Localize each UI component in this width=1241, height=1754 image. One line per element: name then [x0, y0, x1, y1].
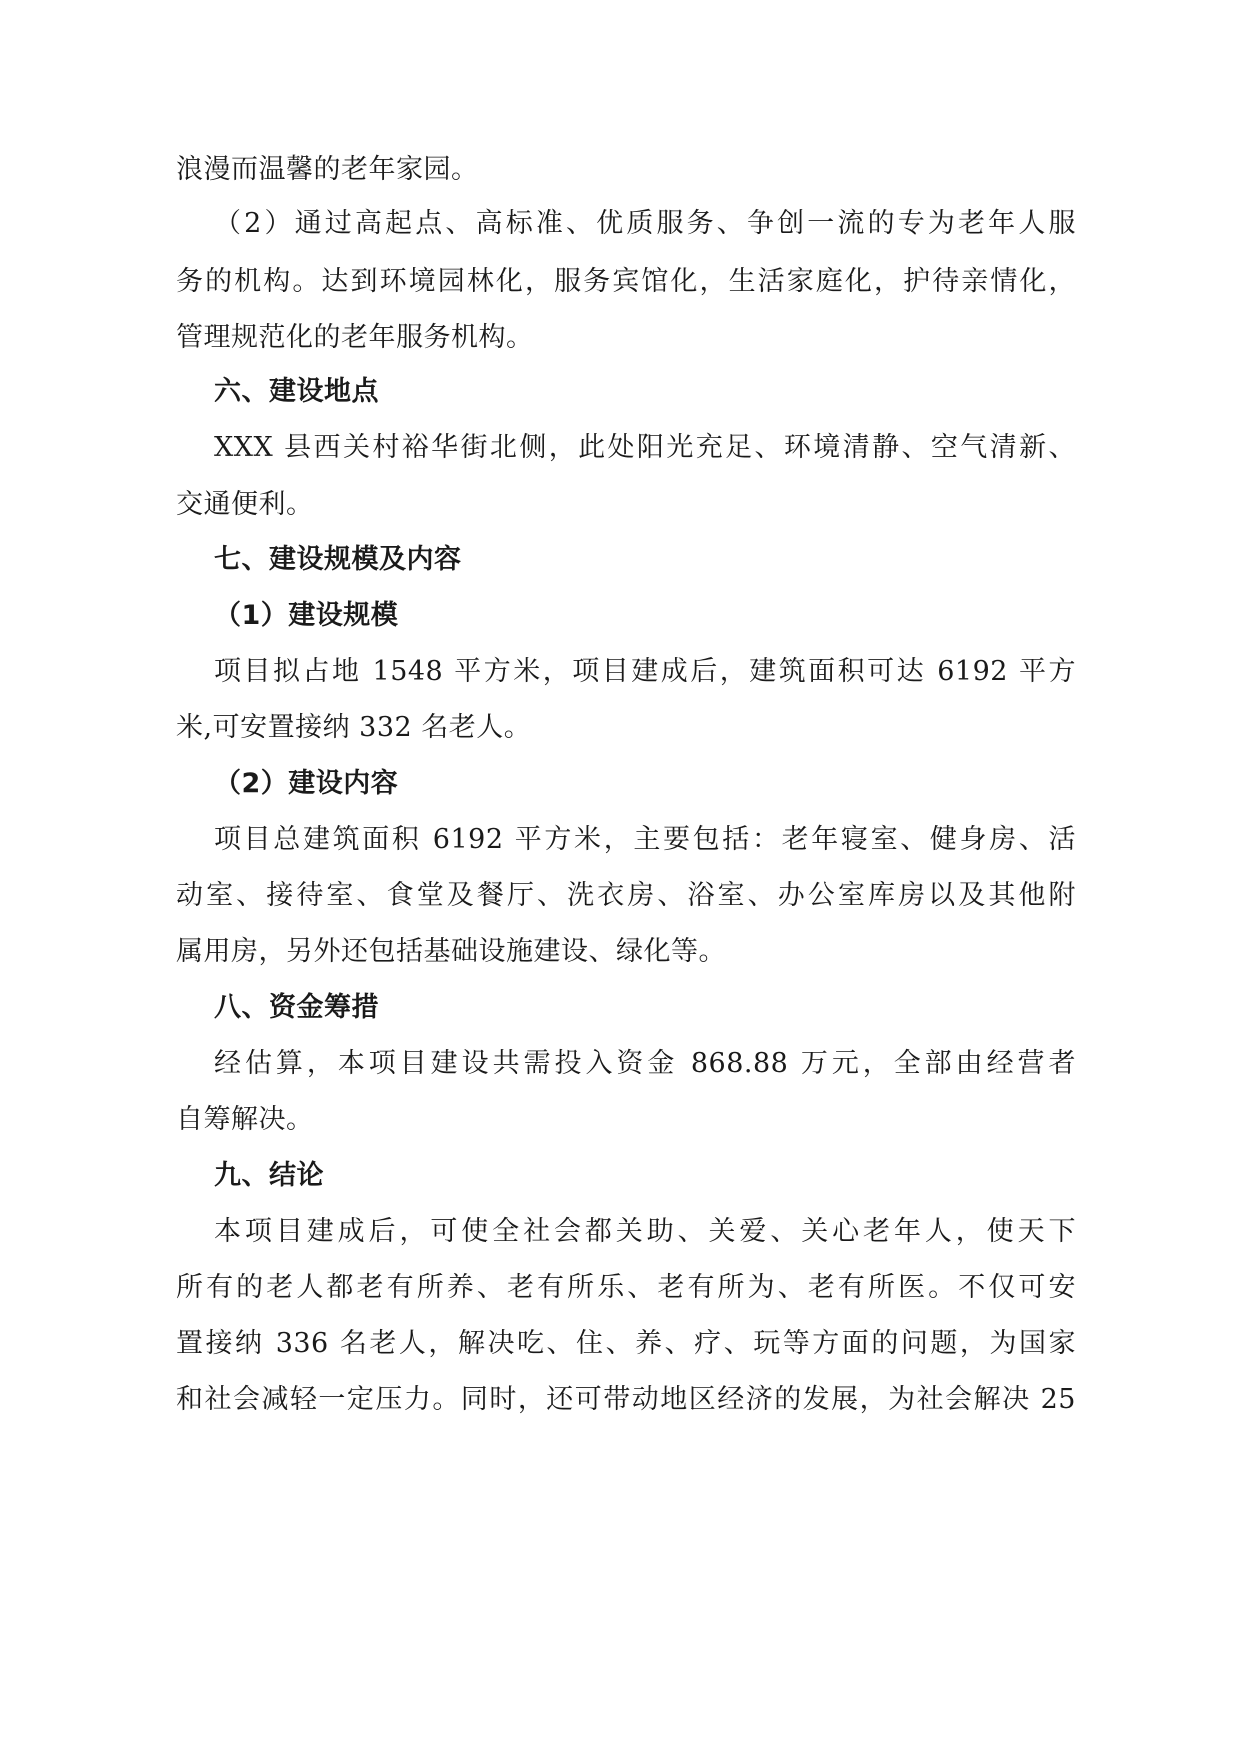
- section-heading: 七、建设规模及内容: [214, 544, 462, 575]
- paragraph-line: 管理规范化的老年服务机构。: [176, 322, 534, 353]
- paragraph-line: 务的机构。达到环境园林化，服务宾馆化，生活家庭化，护待亲情化，: [176, 266, 1076, 297]
- section-heading: 六、建设地点: [214, 376, 379, 407]
- paragraph-line: 经估算，本项目建设共需投入资金 868.88 万元，全部由经营者: [214, 1048, 1076, 1079]
- subsection-heading: （2）建设内容: [214, 768, 399, 799]
- paragraph-line: 米,可安置接纳 332 名老人。: [176, 712, 532, 743]
- paragraph-line: （2）通过高起点、高标准、优质服务、争创一流的专为老年人服: [214, 208, 1076, 239]
- paragraph-line: 项目总建筑面积 6192 平方米，主要包括：老年寝室、健身房、活: [214, 824, 1076, 855]
- paragraph-line: 和社会减轻一定压力。同时，还可带动地区经济的发展，为社会解决 25: [176, 1384, 1076, 1415]
- section-heading: 九、结论: [214, 1160, 324, 1191]
- subsection-heading: （1）建设规模: [214, 600, 399, 631]
- paragraph-line: 自筹解决。: [176, 1104, 314, 1135]
- paragraph-line: 置接纳 336 名老人，解决吃、住、养、疗、玩等方面的问题，为国家: [176, 1328, 1076, 1359]
- paragraph-line: 浪漫而温馨的老年家园。: [176, 154, 479, 185]
- paragraph-line: 属用房，另外还包括基础设施建设、绿化等。: [176, 936, 726, 967]
- paragraph-line: 动室、接待室、食堂及餐厅、洗衣房、浴室、办公室库房以及其他附: [176, 880, 1076, 911]
- paragraph-line: 本项目建成后，可使全社会都关助、关爱、关心老年人，使天下: [214, 1216, 1076, 1247]
- paragraph-line: 交通便利。: [176, 489, 314, 520]
- paragraph-line: 所有的老人都老有所养、老有所乐、老有所为、老有所医。不仅可安: [176, 1272, 1076, 1303]
- paragraph-line: XXX 县西关村裕华街北侧，此处阳光充足、环境清静、空气清新、: [214, 432, 1076, 463]
- paragraph-line: 项目拟占地 1548 平方米，项目建成后，建筑面积可达 6192 平方: [214, 656, 1076, 687]
- section-heading: 八、资金筹措: [214, 992, 379, 1023]
